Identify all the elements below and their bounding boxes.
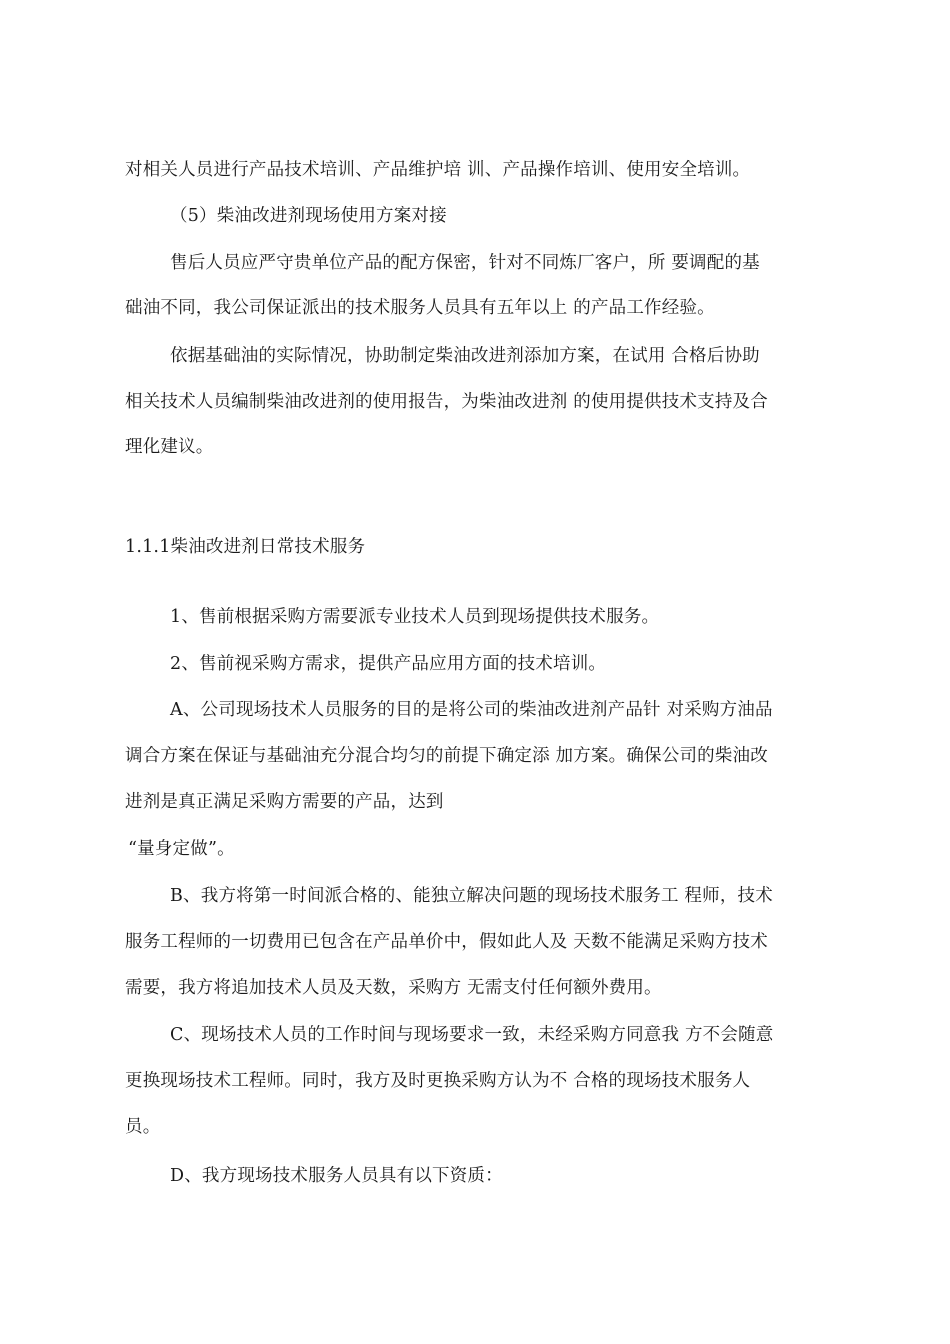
paragraph-line: 服务工程师的一切费用已包含在产品单价中，假如此人及 天数不能满足采购方技术 (125, 932, 768, 952)
section-heading: 1.1.1柴油改进剂日常技术服务 (125, 537, 366, 557)
paragraph-line: 员。 (125, 1117, 161, 1137)
paragraph-line: 相关技术人员编制柴油改进剂的使用报告，为柴油改进剂 的使用提供技术支持及合 (125, 392, 768, 412)
paragraph-line: 更换现场技术工程师。同时，我方及时更换采购方认为不 合格的现场技术服务人 (125, 1071, 751, 1091)
paragraph-line: 对相关人员进行产品技术培训、产品维护培 训、产品操作培训、使用安全培训。 (125, 160, 751, 180)
paragraph-line: 础油不同，我公司保证派出的技术服务人员具有五年以上 的产品工作经验。 (125, 298, 715, 318)
paragraph-line: “量身定做”。 (128, 839, 235, 859)
paragraph-line: 理化建议。 (125, 437, 214, 457)
paragraph-line: 依据基础油的实际情况，协助制定柴油改进剂添加方案，在试用 合格后协助 (170, 346, 760, 366)
subsection-heading: （5）柴油改进剂现场使用方案对接 (170, 206, 447, 226)
paragraph-line: C、现场技术人员的工作时间与现场要求一致，未经采购方同意我 方不会随意 (170, 1025, 774, 1045)
paragraph-line: 进剂是真正满足采购方需要的产品，达到 (125, 792, 444, 812)
paragraph-line: 需要，我方将追加技术人员及天数，采购方 无需支付任何额外费用。 (125, 978, 662, 998)
list-item: 2、售前视采购方需求，提供产品应用方面的技术培训。 (170, 654, 607, 674)
paragraph-line: 调合方案在保证与基础油充分混合均匀的前提下确定添 加方案。确保公司的柴油改 (125, 746, 768, 766)
paragraph-line: B、我方将第一时间派合格的、能独立解决问题的现场技术服务工 程师，技术 (170, 886, 773, 906)
paragraph-line: D、我方现场技术服务人员具有以下资质： (170, 1166, 503, 1186)
list-item: 1、售前根据采购方需要派专业技术人员到现场提供技术服务。 (170, 607, 660, 627)
paragraph-line: A、公司现场技术人员服务的目的是将公司的柴油改进剂产品针 对采购方油品 (170, 700, 773, 720)
paragraph-line: 售后人员应严守贵单位产品的配方保密，针对不同炼厂客户，所 要调配的基 (170, 253, 760, 273)
